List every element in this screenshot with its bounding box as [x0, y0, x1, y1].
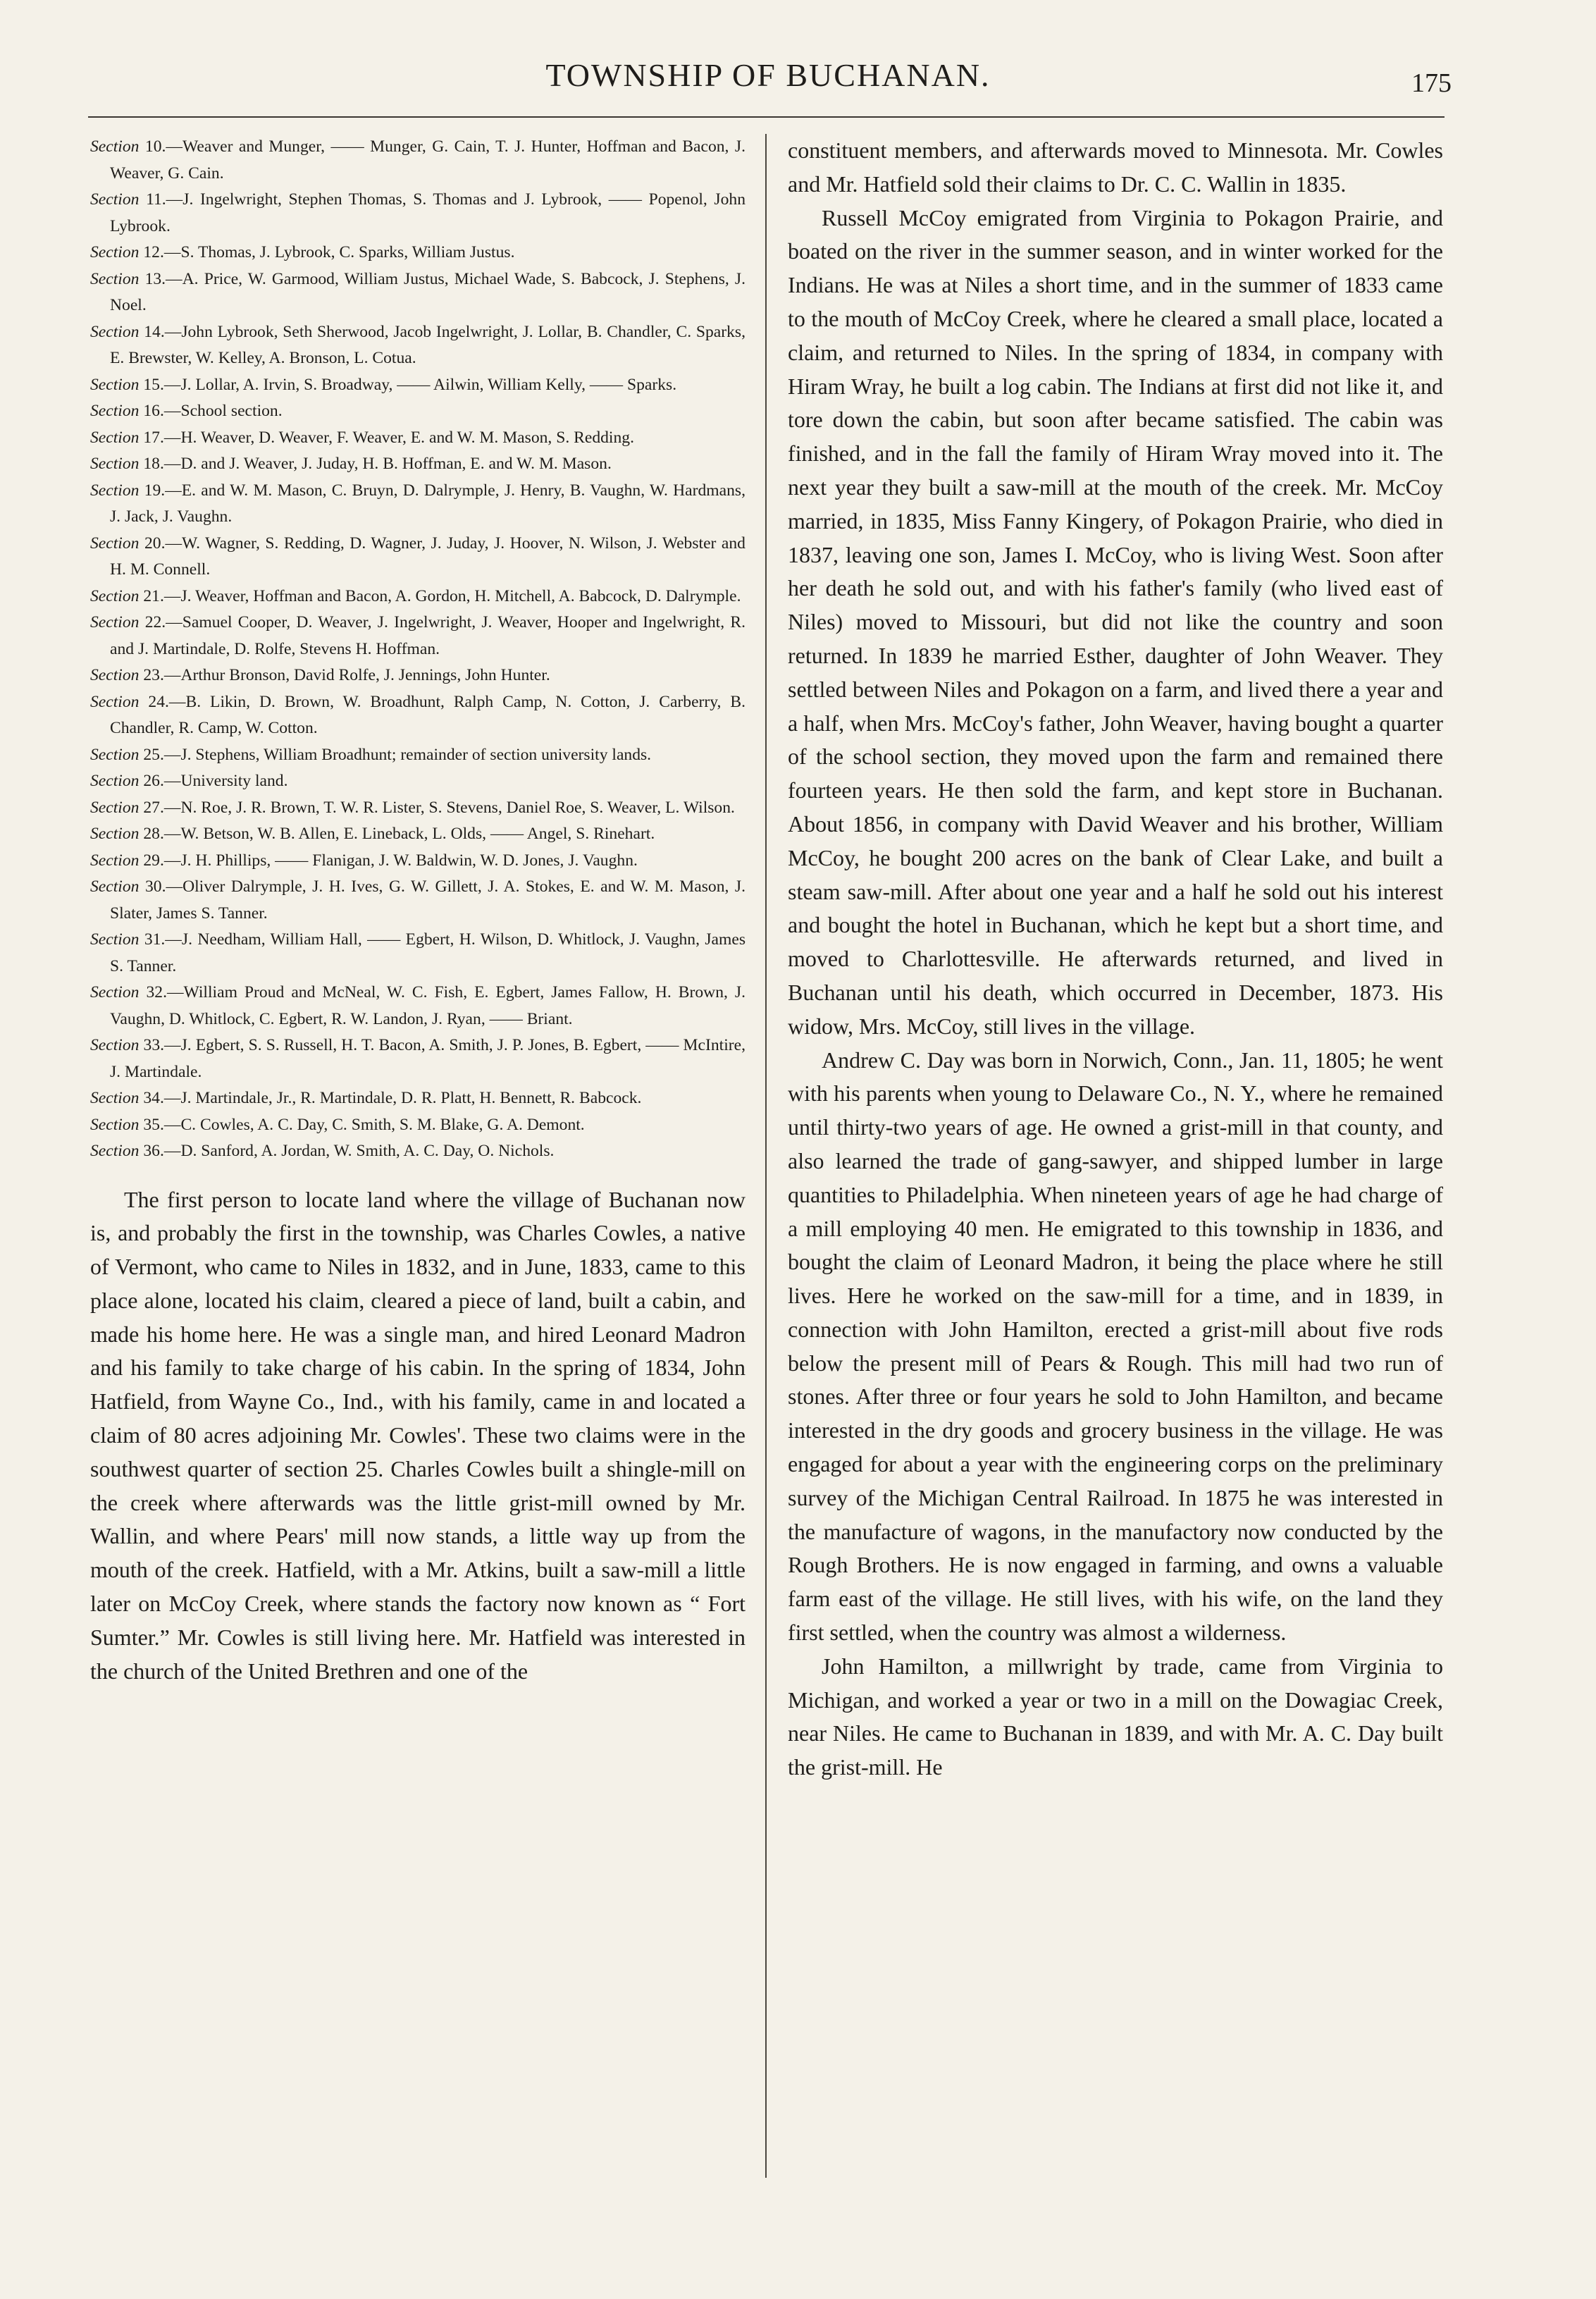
section-entry [90, 134, 746, 187]
section-label: Section [90, 243, 140, 261]
section-owners: 30.—Oliver Dalrymple, J. H. Ives, G. W. Gillett, J. A. Stokes, E. and W. M. Mason, J. Slater, James S. Tanner. [110, 877, 746, 923]
section-label: Section [90, 375, 140, 394]
section-entry [90, 821, 746, 848]
section-owners: 24.—B. Likin, D. Brown, W. Broadhunt, Ralph Camp, N. Cotton, J. Carberry, B. Chandler, R. Camp, W. Cotton. [110, 692, 746, 737]
section-owners: 36.—D. Sanford, A. Jordan, W. Smith, A. C. Day, O. Nichols. [143, 1142, 555, 1160]
section-label: Section [90, 851, 140, 870]
section-owners: 28.—W. Betson, W. B. Allen, E. Lineback, L. Olds, —— Angel, S. Rinehart. [143, 825, 655, 843]
column-divider [765, 134, 767, 2178]
section-label: Section [90, 1142, 140, 1160]
section-label: Section [90, 534, 140, 553]
section-entry [90, 1138, 746, 1165]
section-label: Section [90, 137, 140, 156]
section-label: Section [90, 428, 140, 447]
section-owners: 19.—E. and W. M. Mason, C. Bruyn, D. Dalrymple, J. Henry, B. Vaughn, W. Hardmans, J. Jack, J. Vaughn. [110, 481, 746, 526]
section-entry [90, 266, 746, 319]
section-entry [90, 240, 746, 266]
section-label: Section [90, 1089, 140, 1107]
section-label: Section [90, 930, 140, 949]
section-owners: 32.—William Proud and McNeal, W. C. Fish, E. Egbert, James Fallow, H. Brown, J. Vaughn, D. Whitlock, C. Egbert, R. W. Landon, J. Ryan, —— Briant. [110, 983, 746, 1028]
section-label: Section [90, 455, 140, 473]
section-entry [90, 319, 746, 372]
section-label: Section [90, 666, 140, 684]
section-owners: 23.—Arthur Bronson, David Rolfe, J. Jennings, John Hunter. [143, 666, 550, 684]
section-entry [90, 795, 746, 822]
section-owners: 15.—J. Lollar, A. Irvin, S. Broadway, —— Ailwin, William Kelly, —— Sparks. [143, 375, 677, 394]
section-entry [90, 478, 746, 531]
section-entry [90, 927, 746, 980]
page-number: 175 [1411, 68, 1452, 98]
section-owners: 22.—Samuel Cooper, D. Weaver, J. Ingelwright, J. Weaver, Hooper and Ingelwright, R. and J. Martindale, D. Rolfe, Stevens H. Hoffman. [110, 613, 746, 658]
section-owners: 11.—J. Ingelwright, Stephen Thomas, S. Thomas and J. Lybrook, —— Popenol, John Lybrook. [110, 190, 746, 235]
section-label: Section [90, 322, 140, 341]
section-entry [90, 398, 746, 425]
section-entry [90, 187, 746, 240]
section-owners: 13.—A. Price, W. Garmood, William Justus, Michael Wade, S. Babcock, J. Stephens, J. Noel. [110, 269, 746, 314]
section-label: Section [90, 877, 140, 896]
body-paragraph-hamilton: John Hamilton, a millwright by trade, came from Virginia to Michigan, and worked a year or two in a mill on the Dowagiac Creek, near Niles. He came to Buchanan in 1839, and with Mr. A. C. Day built the grist-mill. He [788, 1653, 1443, 1780]
section-entry [90, 689, 746, 742]
section-label: Section [90, 745, 140, 764]
section-entry [90, 372, 746, 399]
section-label: Section [90, 269, 140, 288]
section-entry [90, 610, 746, 662]
section-entry [90, 1112, 746, 1139]
section-label: Section [90, 1036, 140, 1054]
section-entry [90, 848, 746, 875]
left-column [90, 134, 746, 1688]
section-owners: 18.—D. and J. Weaver, J. Juday, H. B. Hoffman, E. and W. M. Mason. [143, 455, 612, 473]
section-owners: 10.—Weaver and Munger, —— Munger, G. Cain, T. J. Hunter, Hoffman and Bacon, J. Weaver, G. Cain. [110, 137, 746, 183]
section-owners: 33.—J. Egbert, S. S. Russell, H. T. Bacon, A. Smith, J. P. Jones, B. Egbert, —— McIntire, J. Martindale. [110, 1036, 746, 1081]
body-paragraph-cowles: The first person to locate land where the village of Buchanan now is, and probably the first in the township, was Charles Cowles, a native of Vermont, who came to Niles in 1832, and in June, 1833, came to this place alone, located his claim, cleared a piece of land, built a cabin, and made his home here. He was a single man, and hired Leonard Madron and his family to take charge of his cabin. In the spring of 1834, John Hatfield, from Wayne Co., Ind., with his family, came in and located a claim of 80 acres adjoining Mr. Cowles'. These two claims were in the southwest quarter of section 25. Charles Cowles built a shingle-mill on the creek where afterwards was the little grist-mill owned by Mr. Wallin, and where Pears' mill now stands, a little way up from the mouth of the creek. Hatfield, with a Mr. Atkins, built a saw-mill a little later on McCoy Creek, where stands the factory now known as “ Fort Sumter.” Mr. Cowles is still living here. Mr. Hatfield was interested in the church of the United Brethren and one of the [90, 1186, 746, 1684]
section-entry [90, 768, 746, 795]
body-paragraph-continuation: constituent members, and afterwards moved to Minnesota. Mr. Cowles and Mr. Hatfield sold their claims to Dr. C. C. Wallin in 1835. [788, 137, 1443, 197]
section-owners: 29.—J. H. Phillips, —— Flanigan, J. W. Baldwin, W. D. Jones, J. Vaughn. [143, 851, 638, 870]
section-label: Section [90, 825, 140, 843]
section-label: Section [90, 1115, 140, 1134]
section-entry [90, 531, 746, 584]
section-owners: 35.—C. Cowles, A. C. Day, C. Smith, S. M. Blake, G. A. Demont. [143, 1115, 585, 1134]
section-owners: 14.—John Lybrook, Seth Sherwood, Jacob Ingelwright, J. Lollar, B. Chandler, C. Sparks, E. Brewster, W. Kelley, A. Bronson, L. Cotua. [110, 322, 746, 367]
section-label: Section [90, 692, 140, 711]
section-label: Section [90, 586, 140, 605]
section-owners: 17.—H. Weaver, D. Weaver, F. Weaver, E. and W. M. Mason, S. Redding. [143, 428, 634, 447]
section-owners: 26.—University land. [143, 772, 288, 790]
section-entry [90, 584, 746, 610]
section-entry [90, 742, 746, 769]
section-label: Section [90, 190, 140, 209]
body-paragraph-mccoy: Russell McCoy emigrated from Virginia to Pokagon Prairie, and boated on the river in the summer season, and in winter worked for the Indians. He was at Niles a short time, and in the summer of 1833 came to the mouth of McCoy Creek, where he cleared a small place, located a claim, and returned to Niles. In the spring of 1834, in company with Hiram Wray, he built a log cabin. The Indians at first did not like it, and tore down the cabin, but soon after became satisfied. The cabin was finished, and in the fall the family of Hiram Wray moved into it. The next year they built a saw-mill at the mouth of the creek. Mr. McCoy married, in 1835, Miss Fanny Kingery, of Pokagon Prairie, who died in 1837, leaving one son, James I. McCoy, who is living West. Soon after her death he sold out, and with his father's family (who lived east of Niles) moved to Missouri, but did not like the country and soon returned. In 1839 he married Esther, daughter of John Weaver. They settled between Niles and Pokagon on a farm, and lived there a year and a half, when Mrs. McCoy's father, John Weaver, having bought a quarter of the school section, they moved upon the farm and remained there fourteen years. He then sold the farm, and kept store in Buchanan. About 1856, in company with David Weaver and his brother, William McCoy, he bought 200 acres on the bank of Clear Lake, and built a steam saw-mill. After about one year and a half he sold out his interest and bought the hotel in Buchanan, which he kept but a short time, and moved to Charlottesville. He afterwards returned, and lived in Buchanan until his death, which occurred in December, 1873. His widow, Mrs. McCoy, still lives in the village. [788, 204, 1443, 1039]
section-owners: 27.—N. Roe, J. R. Brown, T. W. R. Lister, S. Stevens, Daniel Roe, S. Weaver, L. Wilson. [143, 798, 735, 817]
section-entry [90, 425, 746, 452]
section-entry [90, 451, 746, 478]
section-owners: 12.—S. Thomas, J. Lybrook, C. Sparks, William Justus. [143, 243, 515, 261]
section-label: Section [90, 613, 140, 631]
section-owners: 16.—School section. [143, 402, 283, 420]
section-owners: 25.—J. Stephens, William Broadhunt; remainder of section university lands. [143, 745, 652, 764]
section-entry [90, 1033, 746, 1085]
section-entry [90, 662, 746, 689]
section-owner-list [90, 134, 746, 1165]
section-label: Section [90, 798, 140, 817]
section-entry [90, 980, 746, 1033]
section-entry [90, 1085, 746, 1112]
right-column [788, 134, 1443, 1785]
page-header [85, 56, 1452, 113]
section-owners: 34.—J. Martindale, Jr., R. Martindale, D. R. Platt, H. Bennett, R. Babcock. [143, 1089, 642, 1107]
section-label: Section [90, 772, 140, 790]
running-head: TOWNSHIP OF BUCHANAN. [545, 57, 991, 93]
section-label: Section [90, 983, 140, 1001]
section-owners: 31.—J. Needham, William Hall, —— Egbert, H. Wilson, D. Whitlock, J. Vaughn, James S. Tanner. [110, 930, 746, 975]
section-owners: 20.—W. Wagner, S. Redding, D. Wagner, J. Juday, J. Hoover, N. Wilson, J. Webster and H. M. Connell. [110, 534, 746, 579]
section-label: Section [90, 481, 140, 500]
section-entry [90, 874, 746, 927]
section-label: Section [90, 402, 140, 420]
section-owners: 21.—J. Weaver, Hoffman and Bacon, A. Gordon, H. Mitchell, A. Babcock, D. Dalrymple. [143, 586, 741, 605]
body-paragraph-day: Andrew C. Day was born in Norwich, Conn., Jan. 11, 1805; he went with his parents when young to Delaware Co., N. Y., where he remained until thirty-two years of age. He owned a grist-mill in that county, and also learned the trade of gang-sawyer, and shipped lumber in large quantities to Philadelphia. When nineteen years of age he had charge of a mill employing 40 men. He emigrated to this township in 1836, and bought the claim of Leonard Madron, it being the place where he still lives. Here he worked on the saw-mill for a time, and in 1839, in connection with John Hamilton, erected a grist-mill about five rods below the present mill of Pears & Rough. This mill had two run of stones. After three or four years he sold to John Hamilton, and became interested in the dry goods and grocery business in the village. He was engaged for about a year with the engineering corps on the preliminary survey of the Michigan Central Railroad. In 1875 he was interested in the manufacture of wagons, in the manufactory now conducted by the Rough Brothers. He is now engaged in farming, and owns a valuable farm east of the village. He still lives, with his wife, on the land they first settled, when the country was almost a wilderness. [788, 1047, 1443, 1646]
header-rule [88, 116, 1445, 118]
